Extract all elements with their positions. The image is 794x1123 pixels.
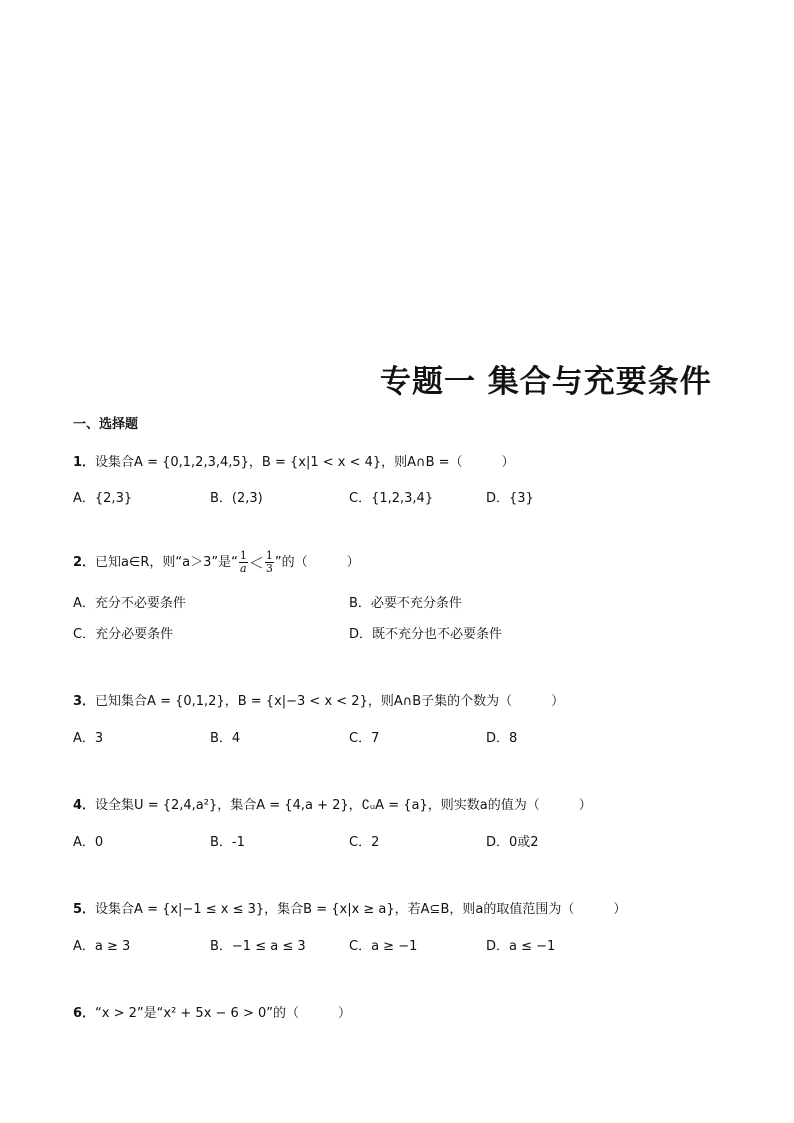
- fraction-numerator: 1: [239, 549, 247, 562]
- option-d: D．{3}: [486, 491, 534, 506]
- option-c: C．2: [349, 835, 380, 850]
- option-b: B．4: [210, 731, 241, 746]
- question-text: 已知集合A = {0,1,2}，B = {x|−3 < x < 2}，则A∩B子集的个数为（ ）: [95, 694, 565, 709]
- option-d: D．既不充分也不必要条件: [349, 627, 503, 642]
- option-a: A．3: [73, 731, 104, 746]
- question-text-post: ”的（ ）: [274, 555, 360, 570]
- option-c: C．a ≥ −1: [349, 939, 418, 954]
- question-number: 3．: [73, 694, 96, 709]
- option-c: C．充分必要条件: [73, 627, 174, 642]
- fraction-denominator: a: [240, 562, 247, 575]
- question-number: 6．: [73, 1006, 96, 1021]
- question-text: 设集合A = {x|−1 ≤ x ≤ 3}，集合B = {x|x ≥ a}，若A⊆B，则a的取值范围为（ ）: [95, 902, 627, 917]
- fraction-numerator: 1: [265, 549, 273, 562]
- question-text-pre: 已知a∈R，则“a＞3”是“: [95, 555, 238, 570]
- question-text: “x > 2”是“x² + 5x − 6 > 0”的（ ）: [95, 1006, 351, 1021]
- question-3: [73, 690, 564, 709]
- option-b: B．必要不充分条件: [349, 596, 462, 611]
- less-than-sign: ＜: [248, 554, 264, 572]
- section-heading: 一、选择题: [73, 417, 139, 432]
- option-b: B．−1 ≤ a ≤ 3: [210, 939, 306, 954]
- option-a: A．{2,3}: [73, 491, 133, 506]
- question-text: 设集合A = {0,1,2,3,4,5}，B = {x|1 < x < 4}，则A∩B =（ ）: [95, 455, 515, 470]
- document-title: 专题一 集合与充要条件: [380, 364, 712, 400]
- question-number: 4．: [73, 798, 96, 813]
- option-c: C．7: [349, 731, 380, 746]
- fraction-1-over-a: [239, 550, 248, 575]
- option-c: C．{1,2,3,4}: [349, 491, 434, 506]
- question-2: [73, 550, 360, 575]
- question-number: 5．: [73, 902, 96, 917]
- question-4: [73, 794, 592, 813]
- fraction-1-over-3: [265, 550, 274, 575]
- option-a: A．充分不必要条件: [73, 596, 186, 611]
- question-number: 1．: [73, 455, 96, 470]
- question-1: [73, 451, 515, 470]
- option-a: A．a ≥ 3: [73, 939, 131, 954]
- option-d: D．a ≤ −1: [486, 939, 556, 954]
- option-d: D．8: [486, 731, 518, 746]
- question-6: [73, 1002, 351, 1021]
- option-b: B．-1: [210, 835, 245, 850]
- question-text: 设全集U = {2,4,a²}，集合A = {4,a + 2}，∁ᵤA = {a}，则实数a的值为（ ）: [95, 798, 592, 813]
- question-number: 2．: [73, 555, 96, 570]
- question-5: [73, 898, 626, 917]
- option-d: D．0或2: [486, 835, 539, 850]
- fraction-denominator: 3: [265, 562, 273, 575]
- option-b: B．(2,3): [210, 491, 263, 506]
- option-a: A．0: [73, 835, 104, 850]
